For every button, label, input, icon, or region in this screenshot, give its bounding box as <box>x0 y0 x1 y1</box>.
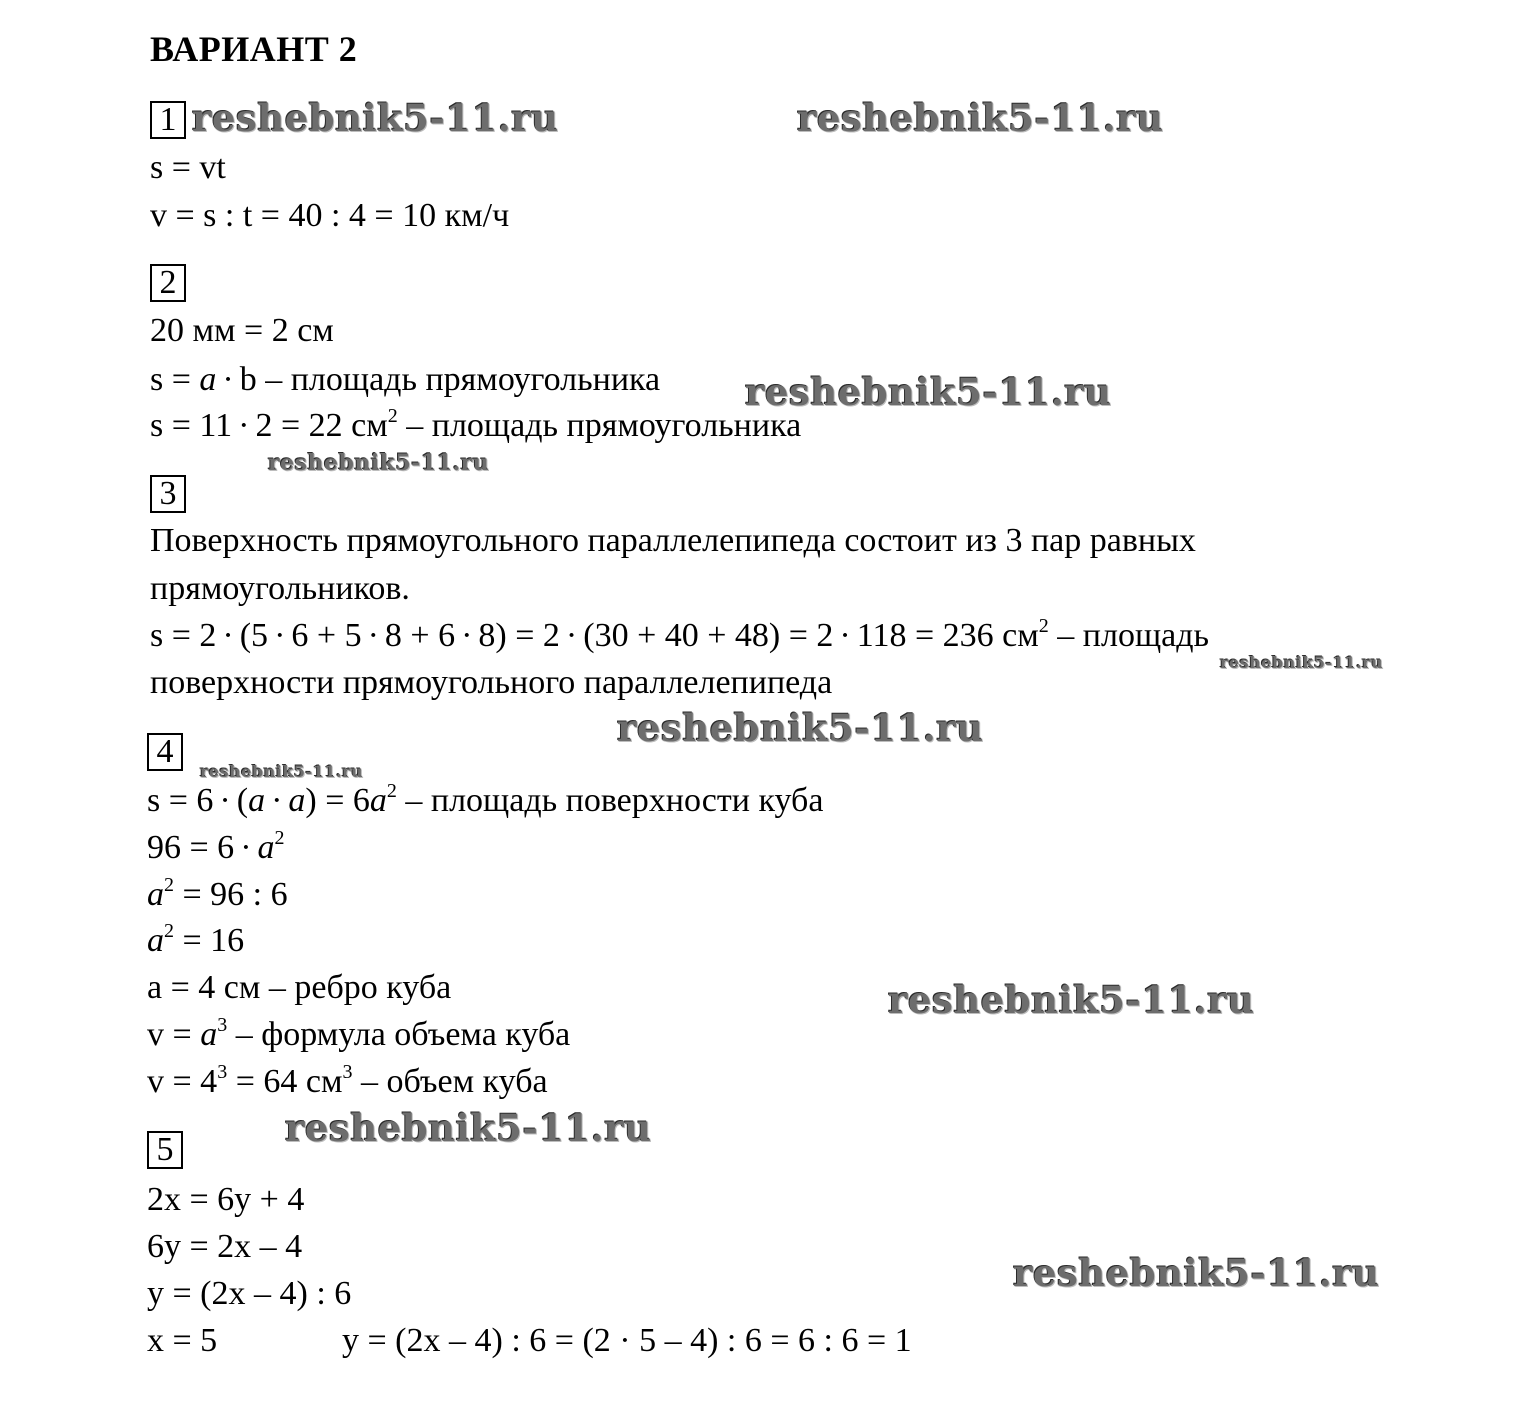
task-3-line-2: прямоугольников. <box>150 570 410 607</box>
task-4-line-5: a = 4 см – ребро куба <box>147 969 452 1006</box>
task-number-2: 2 <box>150 264 186 302</box>
task-5-line-4: x = 5 <box>147 1322 218 1359</box>
task-4-line-4: $a^2 = 16$ <box>147 920 245 959</box>
watermark: reshebnik5-11.ru <box>285 1106 652 1150</box>
task-2-line-2: s = a · b – площадь прямоугольника <box>150 361 661 398</box>
task-number-5: 5 <box>147 1131 183 1169</box>
task-1-line-2: v = s : t = 40 : 4 = 10 км/ч <box>150 197 510 234</box>
watermark: reshebnik5-11.ru <box>268 450 490 476</box>
task-4-line-3: $a^2 = 96$ : 6 <box>147 874 288 913</box>
task-5-line-3: y = (2x – 4) : 6 <box>147 1275 352 1312</box>
task-2-line-1: 20 мм = 2 см <box>150 312 334 349</box>
watermark: reshebnik5-11.ru <box>200 762 364 781</box>
task-4-line-7: $v = 4^3 = 64$ $см^3$ – объем куба <box>147 1061 548 1100</box>
task-4-line-1: $s = 6 \cdot (a \cdot a) = 6a^2$ – площадь поверхности куба <box>147 780 824 819</box>
task-1-line-1: s = vt <box>150 149 226 186</box>
task-3-line-1: Поверхность прямоугольного параллелепипеда состоит из 3 пар равных <box>150 522 1196 559</box>
task-number-3: 3 <box>150 475 186 513</box>
watermark: reshebnik5-11.ru <box>888 978 1255 1022</box>
task-5-line-1: 2x = 6y + 4 <box>147 1181 305 1218</box>
task-3-line-3: s = 2 · (5 · 6 + 5 · 8 + 6 · 8) = 2 · (30 + 40 + 48) = 2 · 118 = 236 $см^2$ – площадь <box>150 615 1210 654</box>
task-5-line-5: y = (2x – 4) : 6 = (2 · 5 – 4) : 6 = 6 : 6 = 1 <box>342 1322 912 1359</box>
page-title: ВАРИАНТ 2 <box>150 29 358 69</box>
watermark: reshebnik5-11.ru <box>1013 1251 1380 1295</box>
task-2-line-3: s = 11 · 2 = 22 $см^2$ – площадь прямоугольника <box>150 405 802 444</box>
watermark: reshebnik5-11.ru <box>797 96 1164 140</box>
task-5-line-2: 6y = 2x – 4 <box>147 1228 303 1265</box>
task-4-line-2: $96 = 6 \cdot a^2$ <box>147 827 285 866</box>
watermark: reshebnik5-11.ru <box>1220 653 1384 672</box>
task-4-line-6: $v = a^3$ – формула объема куба <box>147 1014 571 1053</box>
watermark: reshebnik5-11.ru <box>745 370 1112 414</box>
task-number-1: 1 <box>150 101 186 139</box>
watermark: reshebnik5-11.ru <box>192 96 559 140</box>
watermark: reshebnik5-11.ru <box>617 706 984 750</box>
task-number-4: 4 <box>147 733 183 771</box>
task-3-line-4: поверхности прямоугольного параллелепипеда <box>150 664 833 701</box>
